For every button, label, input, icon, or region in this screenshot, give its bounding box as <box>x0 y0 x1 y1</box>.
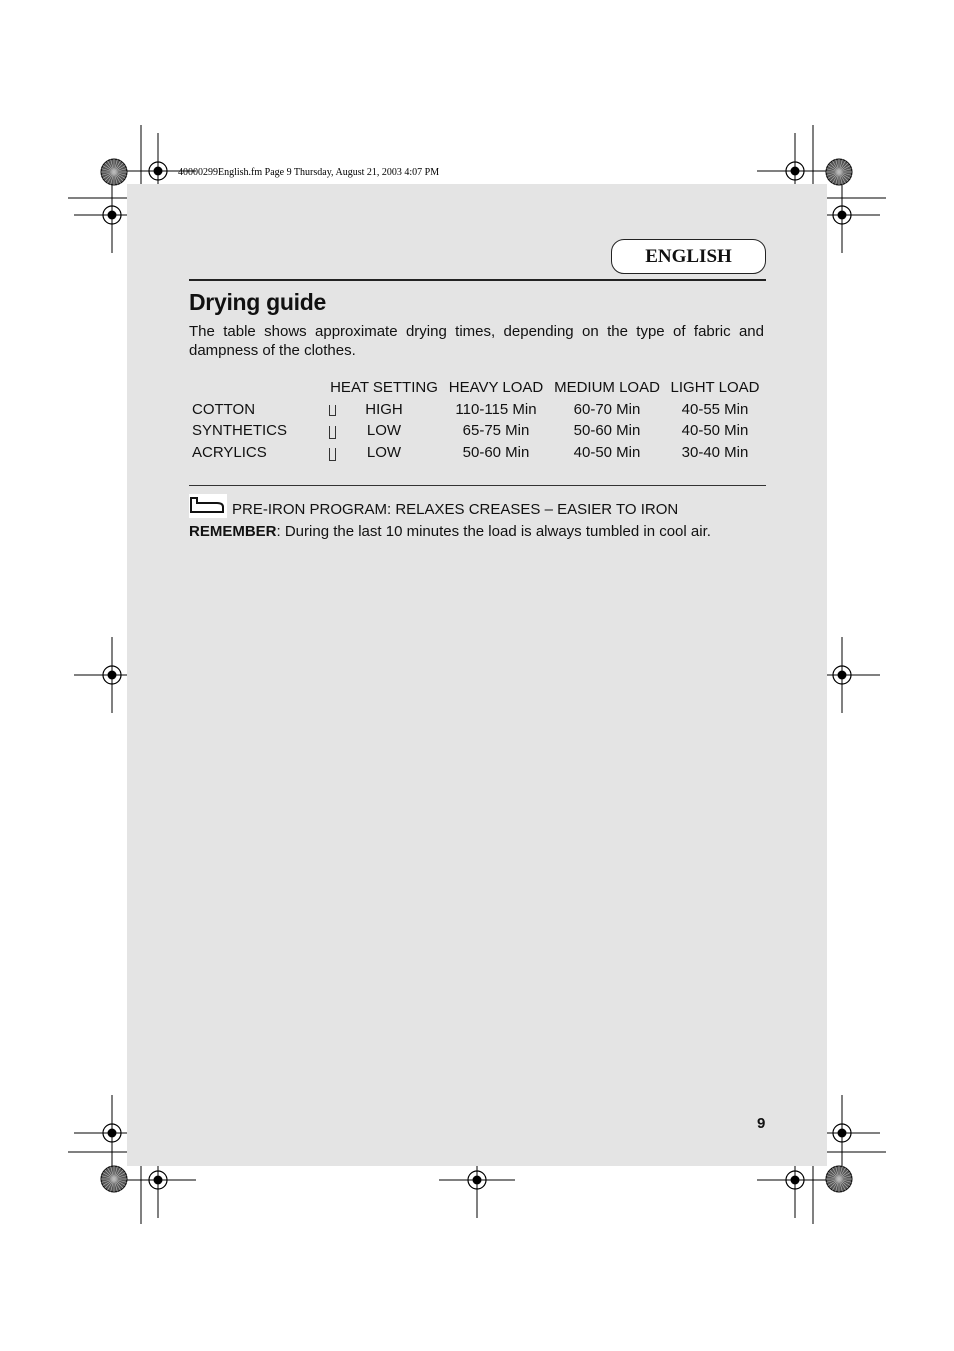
registration-mark-center <box>108 211 117 220</box>
fabric-name: COTTON <box>192 401 256 418</box>
heat-setting: LOW <box>366 422 402 439</box>
registration-mark-center <box>108 1129 117 1138</box>
low-heat-icon <box>329 426 336 439</box>
heavy-load-time: 50-60 Min <box>462 444 530 461</box>
heat-setting: HIGH <box>365 401 403 418</box>
heavy-load-time: 110-115 Min <box>455 401 537 418</box>
header-heat-setting: HEAT SETTING <box>330 379 438 396</box>
pre-iron-note: PRE-IRON PROGRAM: RELAXES CREASES – EASIER TO IRON <box>232 501 679 518</box>
medium-load-time: 40-50 Min <box>573 444 641 461</box>
registration-mark-center <box>838 211 847 220</box>
remember-note <box>189 523 711 540</box>
remember-label: REMEMBER <box>189 523 277 540</box>
high-heat-icon <box>329 405 336 416</box>
table-rule <box>189 485 766 486</box>
light-load-time: 40-50 Min <box>681 422 749 439</box>
registration-mark-center <box>838 671 847 680</box>
fabric-name: SYNTHETICS <box>192 422 288 439</box>
registration-mark-center <box>154 167 163 176</box>
fabric-name: ACRYLICS <box>192 444 267 461</box>
registration-mark-center <box>838 1129 847 1138</box>
medium-load-time: 60-70 Min <box>573 401 641 418</box>
remember-text: : During the last 10 minutes the load is always tumbled in cool air. <box>276 523 711 540</box>
registration-mark-center <box>473 1176 482 1185</box>
medium-load-time: 50-60 Min <box>573 422 641 439</box>
registration-mark-center <box>791 167 800 176</box>
page-title: Drying guide <box>189 289 326 315</box>
low-heat-icon <box>329 448 336 461</box>
registration-mark-center <box>108 671 117 680</box>
page-number: 9 <box>757 1115 766 1132</box>
header-rule <box>189 279 766 281</box>
header-heavy-load: HEAVY LOAD <box>448 379 544 396</box>
language-badge: ENGLISH <box>611 239 766 274</box>
file-header: 40000299English.fm Page 9 Thursday, August 21, 2003 4:07 PM <box>178 167 440 178</box>
heavy-load-time: 65-75 Min <box>462 422 530 439</box>
header-medium-load: MEDIUM LOAD <box>554 379 660 396</box>
header-light-load: LIGHT LOAD <box>670 379 760 396</box>
light-load-time: 40-55 Min <box>681 401 749 418</box>
heat-setting: LOW <box>366 444 402 461</box>
registration-mark-center <box>791 1176 800 1185</box>
registration-mark-center <box>154 1176 163 1185</box>
light-load-time: 30-40 Min <box>681 444 749 461</box>
intro-paragraph: The table shows approximate drying times, depending on the type of fabric and dampness of the clothes. <box>189 323 764 359</box>
iron-icon <box>189 494 227 518</box>
